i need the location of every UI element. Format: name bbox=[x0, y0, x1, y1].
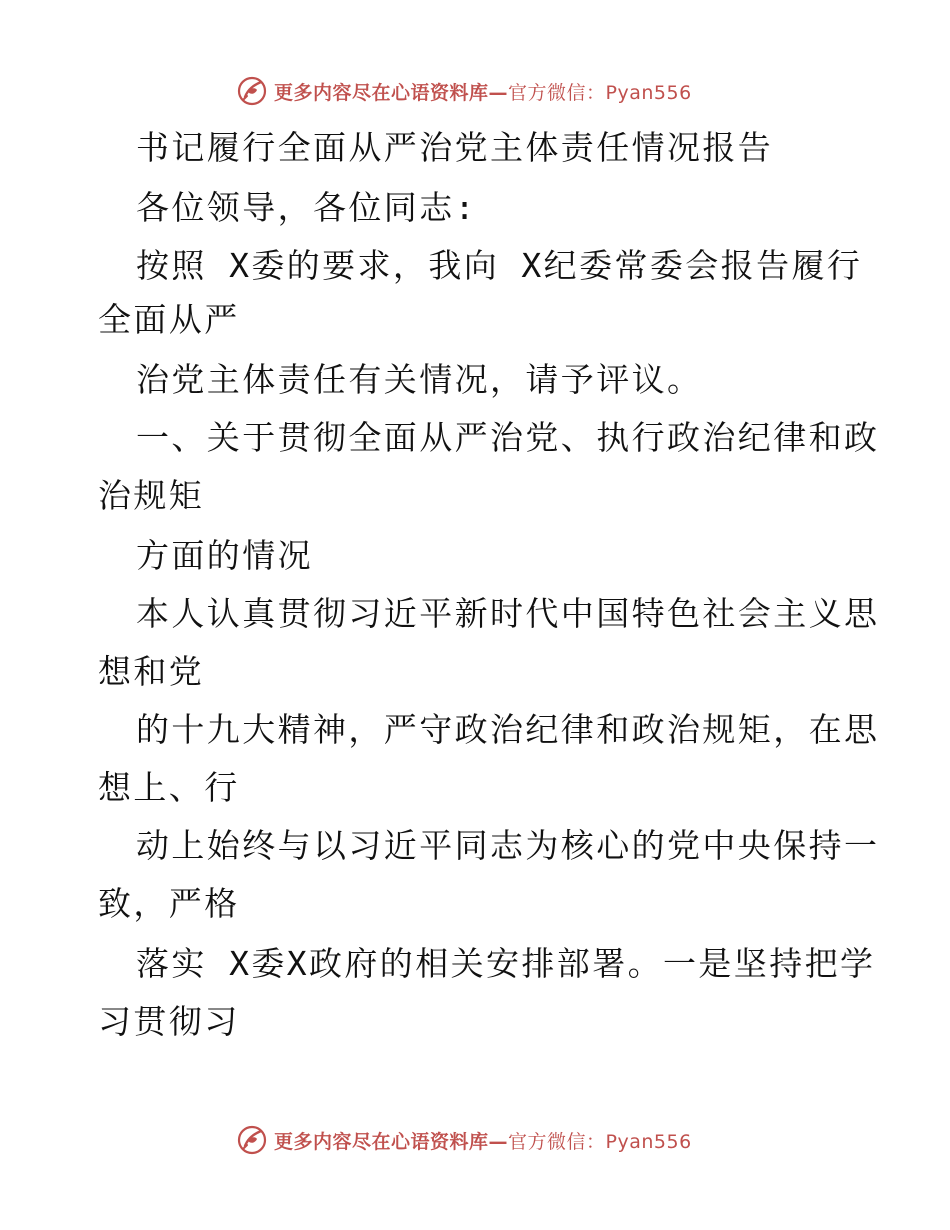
salutation: 各位领导，各位同志: bbox=[136, 188, 477, 227]
watermark-main-text: 更多内容尽在心语资料库 bbox=[274, 1130, 489, 1153]
watermark-main-text: 更多内容尽在心语资料库 bbox=[274, 81, 489, 104]
paragraph-line: 全面从严 bbox=[98, 300, 240, 339]
paragraph-line: 致，严格 bbox=[98, 884, 240, 923]
section-heading-line: 一、关于贯彻全面从严治党、执行政治纪律和政 bbox=[136, 418, 880, 457]
section-heading-line: 方面的情况 bbox=[136, 536, 313, 575]
paragraph-line: 本人认真贯彻习近平新时代中国特色社会主义思 bbox=[136, 594, 880, 633]
section-heading-line: 治规矩 bbox=[98, 476, 205, 515]
paragraph-line: 按照 X委的要求，我向 X纪委常委会报告履行 bbox=[136, 246, 863, 285]
paragraph-line: 动上始终与以习近平同志为核心的党中央保持一 bbox=[136, 826, 880, 865]
paragraph-line: 治党主体责任有关情况，请予评议。 bbox=[136, 360, 703, 399]
paragraph-line: 想和党 bbox=[98, 652, 205, 691]
watermark-wechat-text: 官方微信：Pyan556 bbox=[508, 1130, 692, 1153]
paragraph-line: 落实 X委X政府的相关安排部署。一是坚持把学 bbox=[136, 944, 876, 983]
paragraph-line: 的十九大精神，严守政治纪律和政治规矩，在思 bbox=[136, 710, 880, 749]
paragraph-line: 习贯彻习 bbox=[98, 1002, 240, 1041]
rose-pen-logo-icon bbox=[236, 1124, 268, 1156]
watermark-dash: — bbox=[488, 1130, 509, 1153]
document-title: 书记履行全面从严治党主体责任情况报告 bbox=[136, 128, 774, 167]
watermark-dash: — bbox=[488, 81, 509, 104]
watermark-text bbox=[274, 1127, 692, 1154]
watermark-wechat-text: 官方微信：Pyan556 bbox=[508, 81, 692, 104]
footer-watermark bbox=[236, 1123, 692, 1157]
paragraph-line: 想上、行 bbox=[98, 768, 240, 807]
